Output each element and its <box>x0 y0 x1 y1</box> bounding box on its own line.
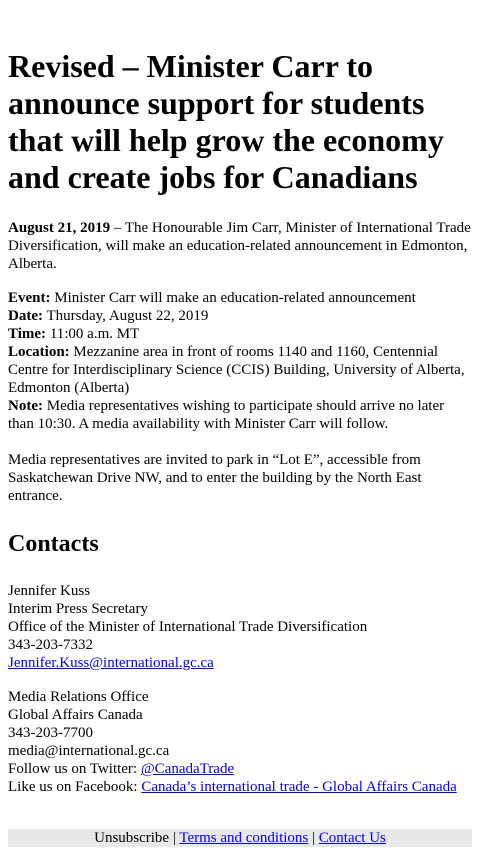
contact-role: Interim Press Secretary <box>8 601 148 617</box>
detail-date <box>8 307 472 325</box>
contact-press-secretary <box>8 582 472 672</box>
contact-office: Media Relations Office <box>8 689 149 705</box>
detail-event <box>8 289 472 307</box>
facebook-line <box>8 778 472 796</box>
media-parking-note: Media representatives are invited to park in “Lot E”, accessible from Saskatchewan Drive NW, and to enter the building by the North East entrance. <box>8 452 422 504</box>
footer-separator: | <box>308 830 319 846</box>
facebook-link[interactable]: Canada’s international trade - Global Affairs Canada <box>141 779 457 795</box>
page-title: Revised – Minister Carr to announce support for students that will help grow the economy and create jobs for Canadians <box>8 48 444 195</box>
detail-value: Media representatives wishing to participate should arrive no later than 10:30. A media availability with Minister Carr will follow. <box>8 398 445 432</box>
contact-email: media@international.gc.ca <box>8 743 170 759</box>
twitter-prefix: Follow us on Twitter: <box>8 761 141 777</box>
contact-media-relations <box>8 688 472 796</box>
footer-separator: | <box>169 830 180 846</box>
contacts-heading: Contacts <box>8 531 99 557</box>
detail-label: Event: <box>8 290 51 306</box>
release-date: August 21, 2019 <box>8 220 111 236</box>
detail-location <box>8 343 472 397</box>
detail-note <box>8 397 472 433</box>
contact-org: Global Affairs Canada <box>8 707 143 723</box>
lead-text: – The Honourable Jim Carr, Minister of International Trade Diversification, will make an education-related announcement in Edmonton, Alberta. <box>8 220 471 272</box>
detail-label: Date: <box>8 308 43 324</box>
contact-office: Office of the Minister of International Trade Diversification <box>8 619 368 635</box>
detail-label: Note: <box>8 398 43 414</box>
contact-us-link[interactable]: Contact Us <box>318 830 386 846</box>
detail-label: Location: <box>8 344 70 360</box>
facebook-prefix: Like us on Facebook: <box>8 779 142 795</box>
contact-email-link[interactable]: Jennifer.Kuss@international.gc.ca <box>8 655 214 671</box>
detail-value: Minister Carr will make an education-related announcement <box>50 290 416 306</box>
detail-value: Thursday, August 22, 2019 <box>42 308 209 324</box>
detail-value: Mezzanine area in front of rooms 1140 and 1160, Centennial Centre for Interdisciplinary Science (CCIS) Building, University of Alberta, Edmonton (Alberta) <box>8 344 465 396</box>
detail-label: Time: <box>8 326 47 342</box>
contact-phone: 343-203-7700 <box>8 725 93 741</box>
detail-time <box>8 325 472 343</box>
terms-link[interactable]: Terms and conditions <box>179 830 309 846</box>
detail-value: 11:00 a.m. MT <box>46 326 140 342</box>
unsubscribe-text: Unsubscribe <box>94 830 170 846</box>
lead-paragraph <box>8 219 472 273</box>
event-details <box>8 289 472 433</box>
footer-bar <box>8 829 472 847</box>
contact-name: Jennifer Kuss <box>8 583 91 599</box>
twitter-link[interactable]: @CanadaTrade <box>140 761 235 777</box>
twitter-line <box>8 760 472 778</box>
contact-phone: 343-203-7332 <box>8 637 93 653</box>
